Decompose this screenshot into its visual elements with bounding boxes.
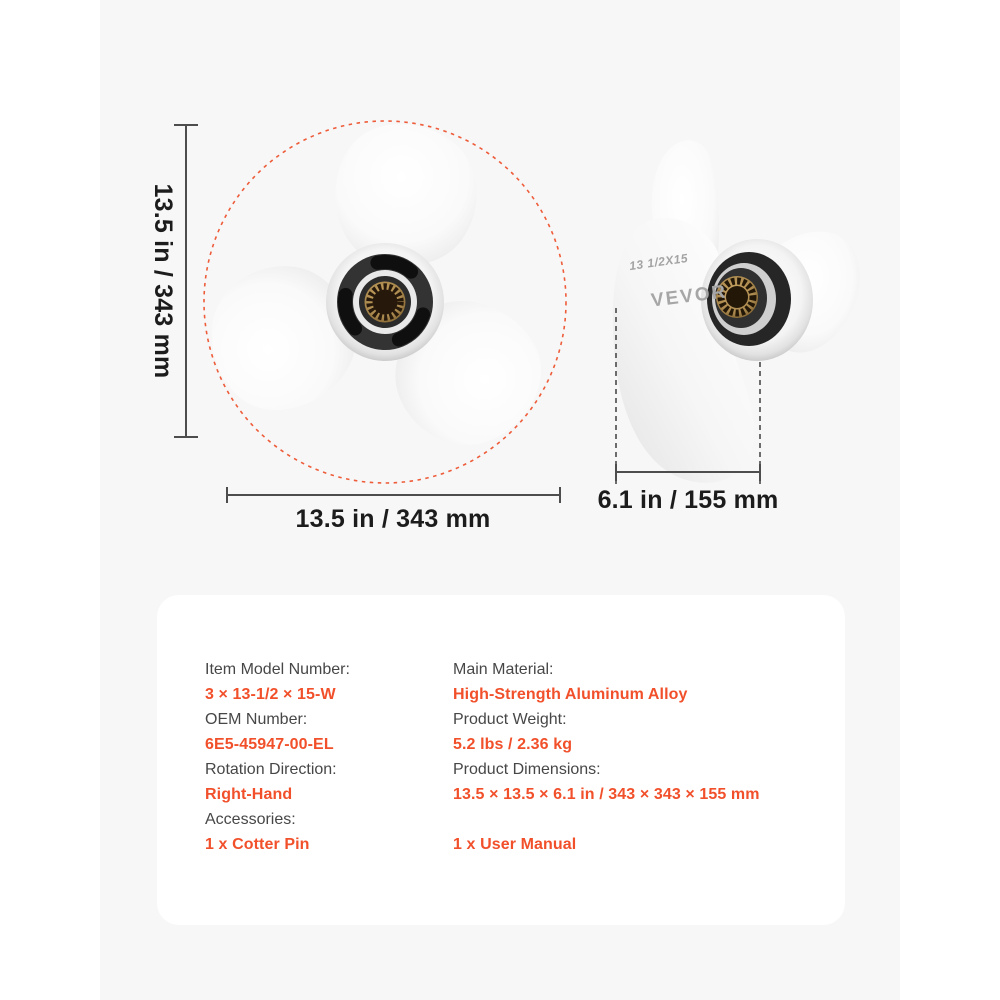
spec-user-manual (453, 807, 833, 857)
spec-item-model-number (205, 657, 453, 707)
spec-card (157, 595, 845, 925)
spec-value: 6E5-45947-00-EL (205, 736, 334, 753)
brand-engraving: VEVOR (649, 281, 729, 312)
spec-oem-number (205, 707, 453, 757)
front-view-propeller (192, 114, 567, 483)
spec-label: Product Weight: (453, 711, 567, 728)
width-dimension-line (227, 487, 560, 503)
spec-value: Right-Hand (205, 786, 293, 803)
spec-accessories (205, 807, 453, 857)
spec-value: High-Strength Aluminum Alloy (453, 686, 688, 703)
spec-label (453, 807, 833, 832)
depth-dimension-label: 6.1 in / 155 mm (597, 486, 779, 514)
spec-product-weight (453, 707, 833, 757)
spec-product-dimensions (453, 757, 833, 807)
spec-value: 1 x User Manual (453, 836, 577, 853)
spec-value: 5.2 lbs / 2.36 kg (453, 736, 573, 753)
spec-label: Product Dimensions: (453, 761, 601, 778)
hub-size-engraving: 13 1/2X15 (628, 250, 689, 274)
spec-value: 13.5 × 13.5 × 6.1 in / 343 × 343 × 155 mm (453, 786, 760, 803)
spec-label: Item Model Number: (205, 661, 350, 678)
spec-label: Main Material: (453, 661, 554, 678)
spec-column-left (205, 657, 453, 925)
spec-rotation-direction (205, 757, 453, 807)
height-dimension-label: 13.5 in / 343 mm (149, 183, 177, 379)
width-dimension-label: 13.5 in / 343 mm (295, 505, 491, 533)
spec-value: 3 × 13-1/2 × 15-W (205, 686, 336, 703)
side-view-propeller (613, 140, 860, 483)
propeller-hub (326, 243, 444, 361)
spec-label: Rotation Direction: (205, 761, 337, 778)
spec-label: OEM Number: (205, 711, 308, 728)
spec-value: 1 x Cotter Pin (205, 836, 310, 853)
spec-column-right (453, 657, 833, 925)
spec-label: Accessories: (205, 811, 296, 828)
spec-main-material (453, 657, 833, 707)
